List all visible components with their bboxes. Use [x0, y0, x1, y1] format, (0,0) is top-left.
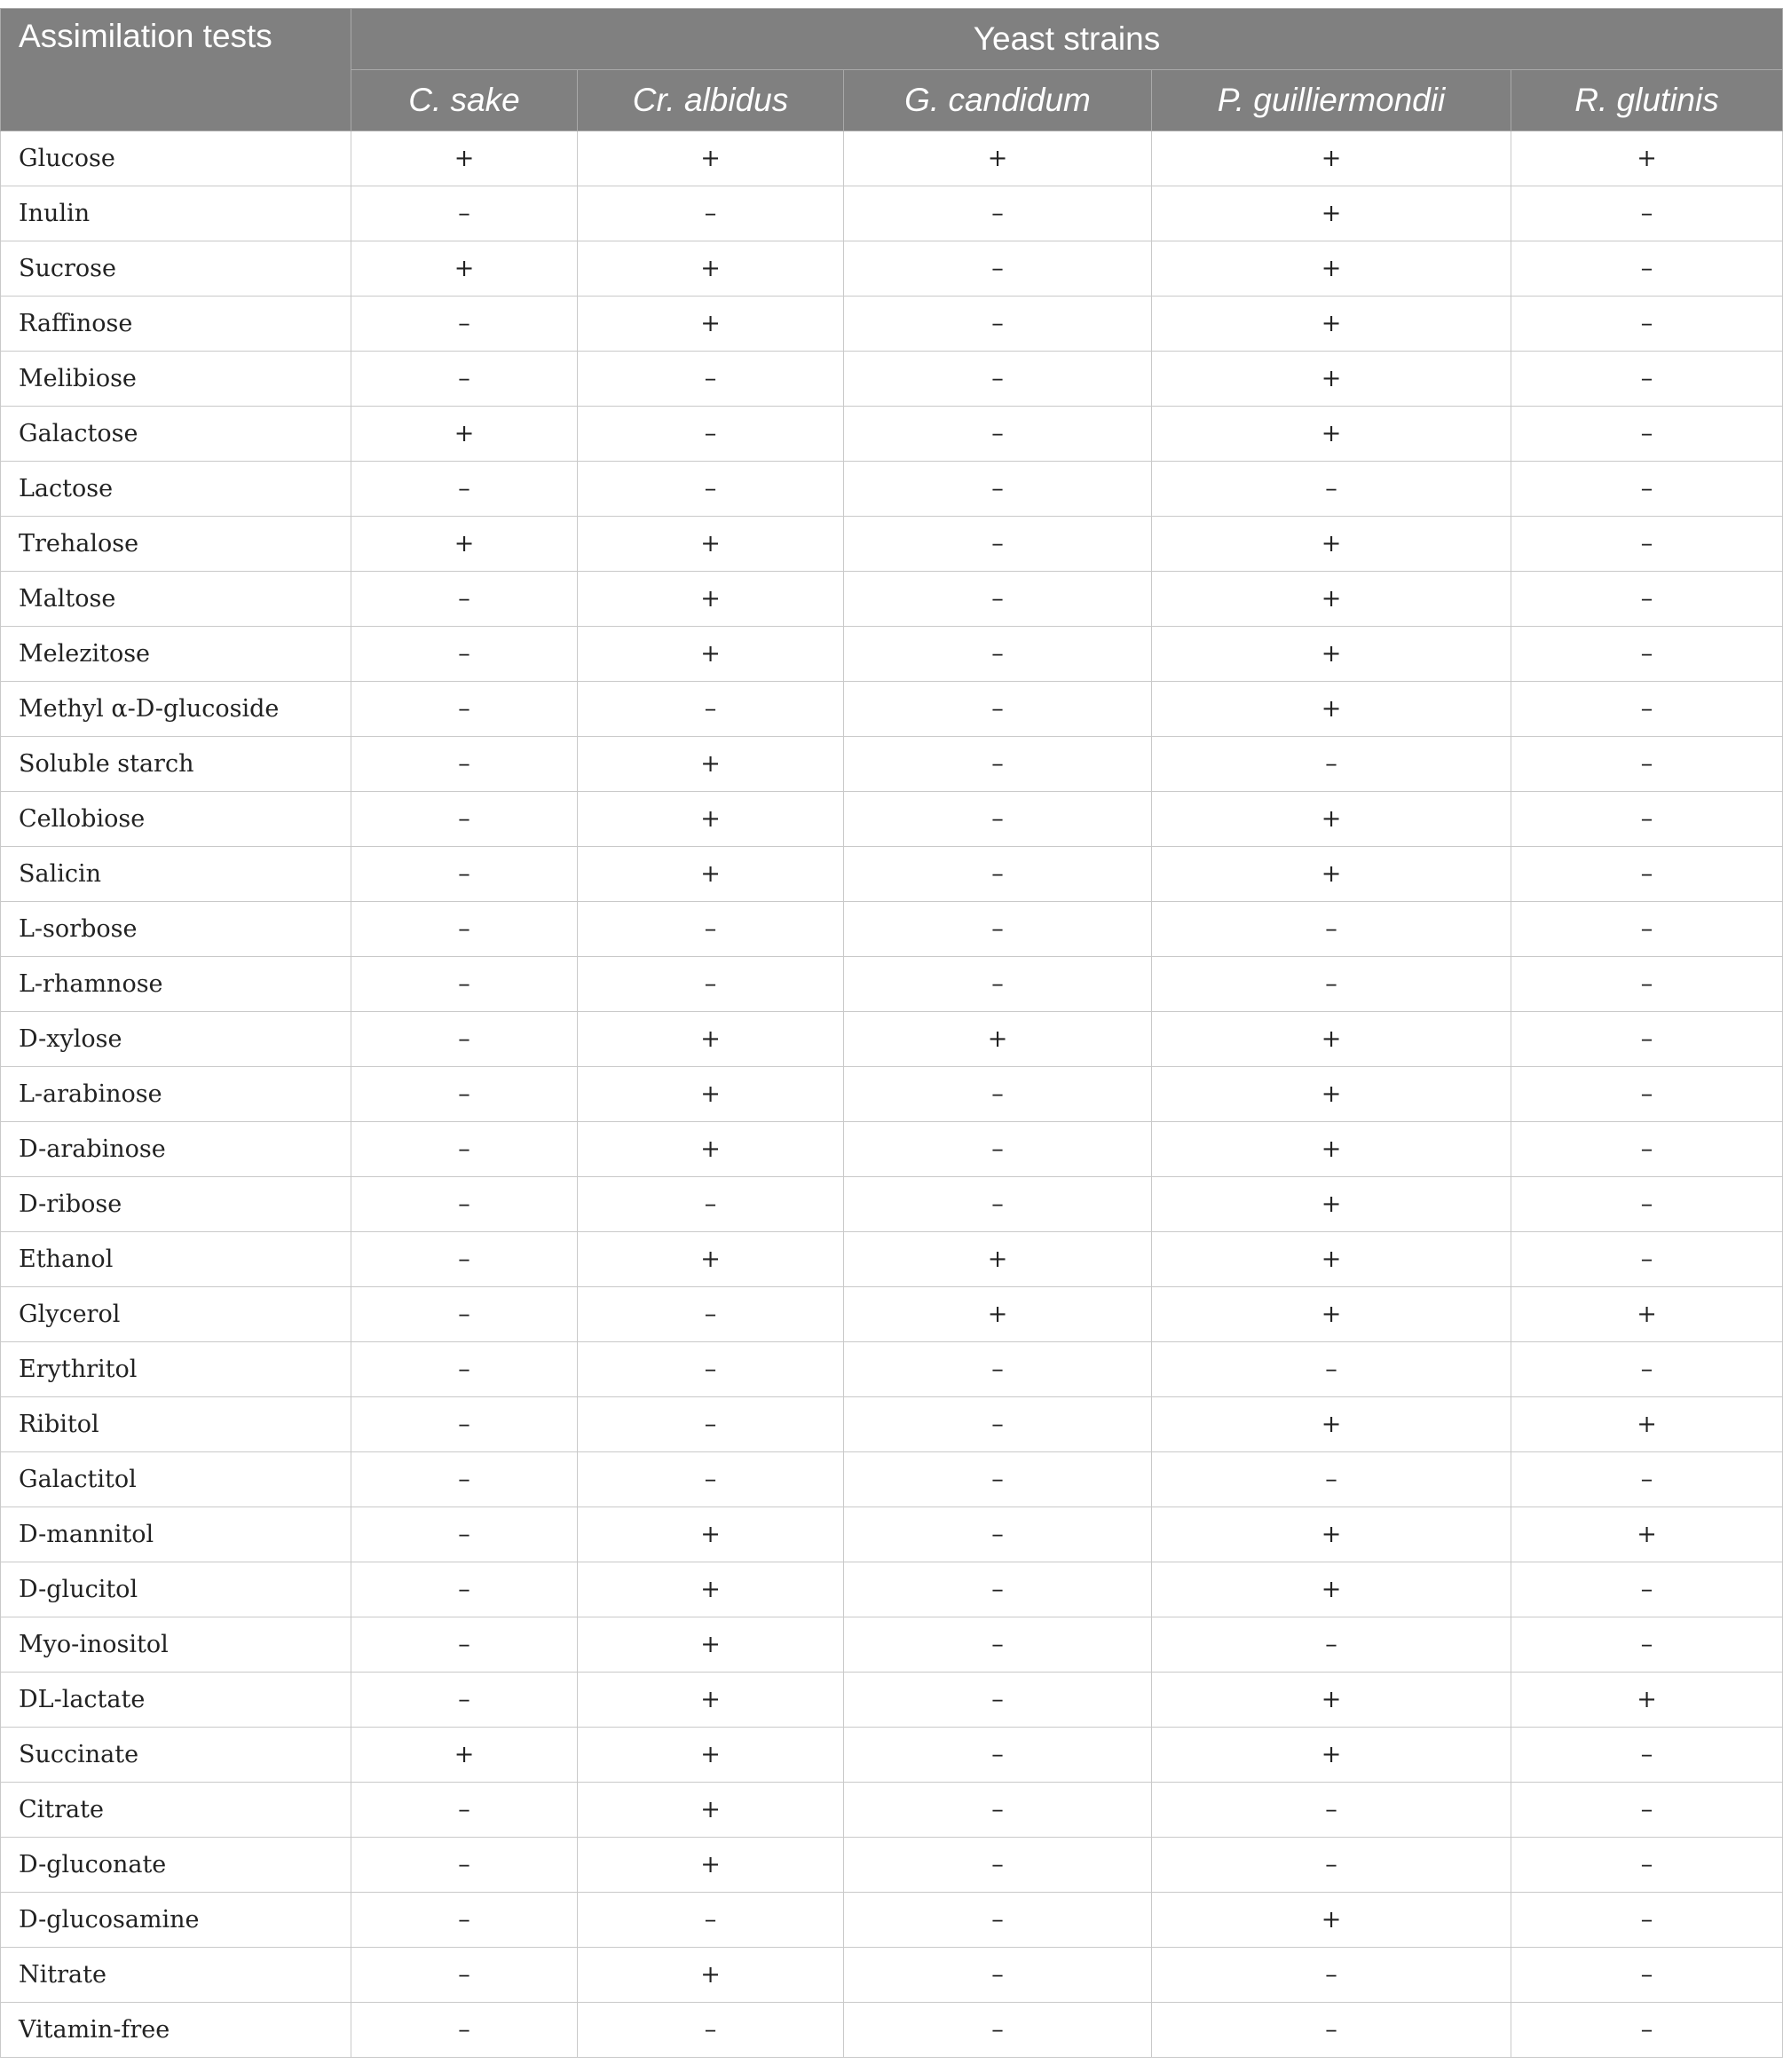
table-row [1, 572, 1783, 627]
assimilation-test-name: Myo-inositol [1, 1617, 351, 1673]
result-cell: – [1511, 1948, 1783, 2003]
table-row [1, 1673, 1783, 1728]
result-cell: + [578, 517, 844, 572]
result-cell: – [1511, 1177, 1783, 1232]
result-cell: – [1511, 241, 1783, 297]
result-cell: – [1511, 1562, 1783, 1617]
result-cell: – [844, 517, 1152, 572]
table-row [1, 1893, 1783, 1948]
result-cell: + [1511, 1673, 1783, 1728]
result-cell: + [578, 1838, 844, 1893]
result-cell: + [1152, 1287, 1511, 1342]
result-cell: – [351, 186, 578, 241]
table-row [1, 1012, 1783, 1067]
result-cell: – [1511, 682, 1783, 737]
result-cell: + [1152, 131, 1511, 186]
result-cell: – [844, 792, 1152, 847]
result-cell: – [844, 1783, 1152, 1838]
result-cell: – [844, 572, 1152, 627]
assimilation-test-name: D-ribose [1, 1177, 351, 1232]
assimilation-table [0, 8, 1783, 2058]
result-cell: + [578, 1562, 844, 1617]
result-cell: – [578, 682, 844, 737]
assimilation-test-name: Succinate [1, 1728, 351, 1783]
result-cell: + [578, 1122, 844, 1177]
result-cell: – [351, 297, 578, 352]
result-cell: + [578, 131, 844, 186]
result-cell: + [578, 572, 844, 627]
result-cell: – [844, 902, 1152, 957]
result-cell: – [1511, 737, 1783, 792]
table-row [1, 1122, 1783, 1177]
result-cell: – [1511, 297, 1783, 352]
result-cell: – [351, 1342, 578, 1397]
result-cell: – [844, 1177, 1152, 1232]
result-cell: – [1152, 1617, 1511, 1673]
result-cell: + [844, 1232, 1152, 1287]
assimilation-test-name: Galactose [1, 407, 351, 462]
result-cell: + [578, 1507, 844, 1562]
table-row [1, 1452, 1783, 1507]
result-cell: – [578, 462, 844, 517]
table-row [1, 297, 1783, 352]
result-cell: – [1152, 737, 1511, 792]
result-cell: + [1152, 847, 1511, 902]
table-row [1, 407, 1783, 462]
result-cell: + [1152, 1232, 1511, 1287]
table-header [1, 9, 1783, 131]
assimilation-test-name: Vitamin-free [1, 2003, 351, 2058]
assimilation-test-name: Nitrate [1, 1948, 351, 2003]
result-cell: – [351, 1948, 578, 2003]
result-cell: – [844, 627, 1152, 682]
result-cell: + [578, 241, 844, 297]
assimilation-table-container [0, 8, 1783, 2058]
result-cell: – [1511, 186, 1783, 241]
result-cell: + [1152, 352, 1511, 407]
assimilation-test-name: L-arabinose [1, 1067, 351, 1122]
result-cell: – [351, 1562, 578, 1617]
result-cell: + [351, 1728, 578, 1783]
result-cell: – [1152, 1783, 1511, 1838]
result-cell: – [351, 1507, 578, 1562]
result-cell: – [1511, 2003, 1783, 2058]
result-cell: – [1152, 1342, 1511, 1397]
table-row [1, 902, 1783, 957]
result-cell: – [844, 1673, 1152, 1728]
result-cell: – [578, 1452, 844, 1507]
result-cell: – [1511, 627, 1783, 682]
result-cell: – [351, 352, 578, 407]
result-cell: – [1511, 1893, 1783, 1948]
result-cell: – [351, 1893, 578, 1948]
table-row [1, 131, 1783, 186]
result-cell: – [844, 241, 1152, 297]
result-cell: – [844, 1838, 1152, 1893]
result-cell: – [844, 737, 1152, 792]
result-cell: – [351, 1012, 578, 1067]
assimilation-test-name: L-sorbose [1, 902, 351, 957]
strain-header-p-guilliermondii: P. guilliermondii [1152, 70, 1511, 131]
assimilation-test-name: Salicin [1, 847, 351, 902]
result-cell: + [578, 297, 844, 352]
assimilation-test-name: Melezitose [1, 627, 351, 682]
result-cell: – [351, 1452, 578, 1507]
result-cell: – [1511, 407, 1783, 462]
result-cell: – [1511, 1067, 1783, 1122]
result-cell: + [1152, 627, 1511, 682]
assimilation-test-name: Erythritol [1, 1342, 351, 1397]
result-cell: – [351, 1783, 578, 1838]
result-cell: – [351, 847, 578, 902]
result-cell: – [578, 957, 844, 1012]
result-cell: + [1511, 1397, 1783, 1452]
assimilation-test-name: Citrate [1, 1783, 351, 1838]
result-cell: – [1511, 902, 1783, 957]
table-row [1, 1067, 1783, 1122]
table-row [1, 1783, 1783, 1838]
result-cell: – [1511, 847, 1783, 902]
assimilation-test-name: Ribitol [1, 1397, 351, 1452]
result-cell: – [351, 1067, 578, 1122]
result-cell: – [1511, 1617, 1783, 1673]
table-row [1, 1617, 1783, 1673]
result-cell: + [578, 1728, 844, 1783]
assimilation-test-name: D-xylose [1, 1012, 351, 1067]
result-cell: – [578, 1342, 844, 1397]
result-cell: – [351, 1122, 578, 1177]
result-cell: – [578, 1893, 844, 1948]
table-row [1, 1562, 1783, 1617]
table-row [1, 186, 1783, 241]
result-cell: + [1152, 241, 1511, 297]
result-cell: + [1152, 572, 1511, 627]
assimilation-test-name: Trehalose [1, 517, 351, 572]
assimilation-test-name: Raffinose [1, 297, 351, 352]
yeast-strains-header: Yeast strains [351, 9, 1783, 70]
header-row-group [1, 9, 1783, 70]
result-cell: – [844, 1397, 1152, 1452]
result-cell: + [1152, 1397, 1511, 1452]
table-row [1, 1838, 1783, 1893]
result-cell: + [1152, 407, 1511, 462]
strain-header-g-candidum: G. candidum [844, 70, 1152, 131]
result-cell: – [844, 297, 1152, 352]
result-cell: – [1511, 1452, 1783, 1507]
result-cell: – [844, 957, 1152, 1012]
result-cell: + [578, 1783, 844, 1838]
result-cell: + [1152, 1177, 1511, 1232]
table-row [1, 1232, 1783, 1287]
result-cell: – [578, 186, 844, 241]
result-cell: + [1152, 517, 1511, 572]
result-cell: + [351, 241, 578, 297]
strain-header-c-sake: C. sake [351, 70, 578, 131]
result-cell: + [844, 1287, 1152, 1342]
result-cell: + [578, 1948, 844, 2003]
table-row [1, 352, 1783, 407]
result-cell: – [844, 1562, 1152, 1617]
result-cell: + [351, 407, 578, 462]
result-cell: – [1511, 462, 1783, 517]
result-cell: – [844, 407, 1152, 462]
table-row [1, 241, 1783, 297]
assimilation-test-name: Lactose [1, 462, 351, 517]
result-cell: – [578, 352, 844, 407]
table-row [1, 737, 1783, 792]
result-cell: – [844, 1452, 1152, 1507]
result-cell: – [844, 1617, 1152, 1673]
result-cell: – [1511, 1232, 1783, 1287]
assimilation-test-name: Cellobiose [1, 792, 351, 847]
result-cell: – [351, 462, 578, 517]
table-row [1, 1397, 1783, 1452]
result-cell: – [351, 1617, 578, 1673]
table-row [1, 462, 1783, 517]
result-cell: – [1511, 1838, 1783, 1893]
result-cell: – [351, 627, 578, 682]
table-row [1, 847, 1783, 902]
assimilation-test-name: L-rhamnose [1, 957, 351, 1012]
result-cell: – [844, 186, 1152, 241]
assimilation-test-name: Maltose [1, 572, 351, 627]
assimilation-test-name: DL-lactate [1, 1673, 351, 1728]
result-cell: + [1152, 1012, 1511, 1067]
result-cell: – [844, 1122, 1152, 1177]
result-cell: – [578, 1287, 844, 1342]
assimilation-test-name: Glycerol [1, 1287, 351, 1342]
result-cell: + [1511, 1507, 1783, 1562]
table-row [1, 1948, 1783, 2003]
result-cell: + [1152, 1562, 1511, 1617]
result-cell: – [844, 682, 1152, 737]
result-cell: – [1511, 957, 1783, 1012]
assimilation-test-name: D-mannitol [1, 1507, 351, 1562]
result-cell: – [844, 1893, 1152, 1948]
result-cell: – [578, 407, 844, 462]
result-cell: + [1152, 792, 1511, 847]
table-row [1, 682, 1783, 737]
result-cell: + [578, 1673, 844, 1728]
table-row [1, 627, 1783, 682]
table-row [1, 2003, 1783, 2058]
result-cell: + [578, 1012, 844, 1067]
result-cell: – [351, 1838, 578, 1893]
table-row [1, 957, 1783, 1012]
result-cell: – [578, 2003, 844, 2058]
result-cell: – [844, 847, 1152, 902]
result-cell: – [844, 1728, 1152, 1783]
assimilation-test-name: Ethanol [1, 1232, 351, 1287]
assimilation-test-name: Sucrose [1, 241, 351, 297]
result-cell: + [1152, 297, 1511, 352]
assimilation-test-name: Methyl α-D-glucoside [1, 682, 351, 737]
strain-header-r-glutinis: R. glutinis [1511, 70, 1783, 131]
result-cell: – [1152, 462, 1511, 517]
result-cell: – [1511, 1012, 1783, 1067]
result-cell: – [351, 1397, 578, 1452]
result-cell: + [351, 517, 578, 572]
assimilation-tests-header: Assimilation tests [1, 9, 351, 131]
result-cell: + [578, 847, 844, 902]
strain-header-cr-albidus: Cr. albidus [578, 70, 844, 131]
result-cell: – [351, 682, 578, 737]
result-cell: – [1511, 352, 1783, 407]
assimilation-test-name: Melibiose [1, 352, 351, 407]
result-cell: – [351, 2003, 578, 2058]
result-cell: – [844, 1342, 1152, 1397]
result-cell: + [351, 131, 578, 186]
result-cell: + [1511, 131, 1783, 186]
assimilation-test-name: Soluble starch [1, 737, 351, 792]
table-row [1, 1507, 1783, 1562]
result-cell: – [351, 902, 578, 957]
assimilation-test-name: Galactitol [1, 1452, 351, 1507]
result-cell: – [1511, 1342, 1783, 1397]
result-cell: – [1152, 1838, 1511, 1893]
result-cell: – [351, 792, 578, 847]
assimilation-test-name: Inulin [1, 186, 351, 241]
result-cell: + [578, 627, 844, 682]
assimilation-test-name: Glucose [1, 131, 351, 186]
result-cell: – [351, 1287, 578, 1342]
assimilation-test-name: D-glucitol [1, 1562, 351, 1617]
result-cell: + [578, 1067, 844, 1122]
assimilation-test-name: D-arabinose [1, 1122, 351, 1177]
result-cell: + [844, 131, 1152, 186]
result-cell: + [578, 1232, 844, 1287]
result-cell: + [578, 737, 844, 792]
result-cell: + [1152, 1673, 1511, 1728]
result-cell: – [1511, 1122, 1783, 1177]
result-cell: – [1152, 957, 1511, 1012]
result-cell: – [1511, 1728, 1783, 1783]
result-cell: – [844, 1948, 1152, 2003]
result-cell: – [578, 1177, 844, 1232]
result-cell: – [1152, 902, 1511, 957]
result-cell: + [1152, 1122, 1511, 1177]
result-cell: + [1152, 1507, 1511, 1562]
result-cell: – [351, 1177, 578, 1232]
result-cell: – [1511, 792, 1783, 847]
result-cell: – [351, 737, 578, 792]
table-row [1, 1728, 1783, 1783]
result-cell: + [1152, 1893, 1511, 1948]
result-cell: + [1511, 1287, 1783, 1342]
result-cell: – [351, 1673, 578, 1728]
result-cell: – [351, 572, 578, 627]
table-row [1, 517, 1783, 572]
result-cell: – [844, 462, 1152, 517]
result-cell: + [578, 1617, 844, 1673]
table-row [1, 1177, 1783, 1232]
result-cell: – [1152, 2003, 1511, 2058]
result-cell: – [1152, 1452, 1511, 1507]
result-cell: – [844, 352, 1152, 407]
result-cell: – [351, 1232, 578, 1287]
assimilation-test-name: D-gluconate [1, 1838, 351, 1893]
table-row [1, 1342, 1783, 1397]
assimilation-test-name: D-glucosamine [1, 1893, 351, 1948]
result-cell: – [1511, 1783, 1783, 1838]
result-cell: + [844, 1012, 1152, 1067]
result-cell: + [1152, 1728, 1511, 1783]
result-cell: – [578, 902, 844, 957]
result-cell: + [578, 792, 844, 847]
table-body [1, 131, 1783, 2058]
result-cell: – [351, 957, 578, 1012]
result-cell: + [1152, 186, 1511, 241]
result-cell: – [1152, 1948, 1511, 2003]
result-cell: – [1511, 572, 1783, 627]
table-row [1, 792, 1783, 847]
result-cell: – [844, 2003, 1152, 2058]
result-cell: + [1152, 1067, 1511, 1122]
result-cell: – [578, 1397, 844, 1452]
result-cell: – [1511, 517, 1783, 572]
table-row [1, 1287, 1783, 1342]
result-cell: – [844, 1067, 1152, 1122]
result-cell: + [1152, 682, 1511, 737]
result-cell: – [844, 1507, 1152, 1562]
